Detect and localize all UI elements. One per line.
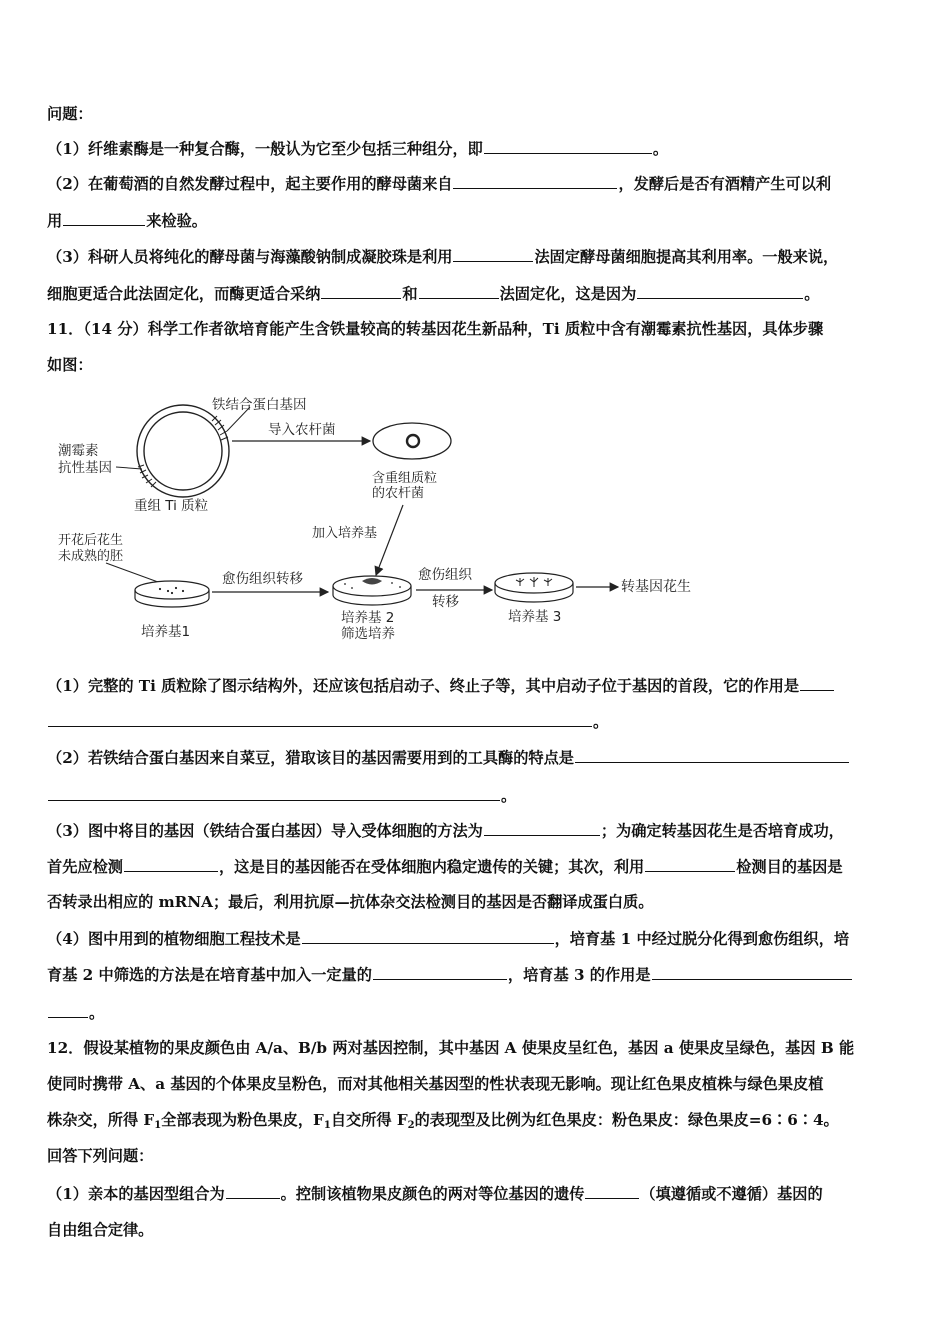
answer-blank[interactable] xyxy=(645,856,735,872)
answer-blank[interactable] xyxy=(637,283,803,299)
q11-p4-text-d: ，培育基 3 的作用是 xyxy=(507,966,651,984)
embryo-label-2: 未成熟的胚 xyxy=(58,549,124,564)
medium1-label: 培养基1 xyxy=(141,624,191,640)
q12-p1-text-a: （1）亲本的基因型组合为 xyxy=(47,1185,225,1203)
q10-p2-text-b: ，发酵后是否有酒精产生可以利 xyxy=(618,175,832,193)
agro-label-1: 含重组质粒 xyxy=(372,471,438,486)
answer-blank[interactable] xyxy=(63,210,145,226)
q11-p4-text-c: 育基 2 中筛选的方法是在培育基中加入一定量的 xyxy=(47,966,372,984)
q12-stem-a: 12．假设某植物的果皮颜色由 A/a、B/b 两对基因控制，其中基因 A 使果皮呈红色，基因 a 使果皮呈绿色，基因 B 能 xyxy=(47,1039,855,1057)
answer-blank[interactable] xyxy=(419,283,499,299)
q10-p1-end: 。 xyxy=(652,140,669,158)
answer-blank[interactable] xyxy=(800,675,834,691)
answer-blank[interactable] xyxy=(302,928,554,944)
resistance-label-2: 抗性基因 xyxy=(58,460,112,476)
q10-p3-text-b: 法固定酵母菌细胞提高其利用率。一般来说， xyxy=(534,248,839,266)
ti-plasmid xyxy=(137,405,229,497)
q11-part3-line1 xyxy=(47,820,844,841)
answer-blank[interactable] xyxy=(124,856,218,872)
callus-label-2a: 愈伤组织 xyxy=(418,567,472,583)
q10-part2-line2 xyxy=(47,210,207,231)
q10-heading xyxy=(47,104,93,124)
q12-stem-d: 回答下列问题： xyxy=(47,1147,154,1165)
q11-p3-text-e: 检测目的基因是 xyxy=(736,858,843,876)
q11-p4-text-b: ，培育基 1 中经过脱分化得到愈伤组织，培 xyxy=(554,930,850,948)
q12-stem-line1 xyxy=(47,1038,854,1058)
q10-heading-text: 问题： xyxy=(47,105,93,123)
q11-part2-line2 xyxy=(47,785,516,806)
petri-dish-1 xyxy=(135,581,209,607)
answer-blank[interactable] xyxy=(484,820,600,836)
q11-p3-text-b: ；为确定转基因花生是否培育成功， xyxy=(600,822,844,840)
q11-part4-line1 xyxy=(47,928,849,949)
q11-part2-line1 xyxy=(47,747,850,768)
answer-blank[interactable] xyxy=(575,747,849,763)
q12-part1-line1 xyxy=(47,1183,823,1204)
callus-label-2b: 转移 xyxy=(432,594,459,610)
q11-part3-line2 xyxy=(47,856,843,877)
q10-part3-line2 xyxy=(47,283,819,304)
q11-p1-end: 。 xyxy=(593,713,609,731)
q11-part4-line3 xyxy=(47,1002,104,1023)
embryo-pointer-line xyxy=(106,563,158,582)
q10-p2-text-c: 用 xyxy=(47,212,63,230)
q10-part3-line1 xyxy=(47,246,838,267)
q11-stem-b: 如图： xyxy=(47,356,93,374)
q11-p3-text-d: ，这是目的基因能否在受体细胞内稳定遗传的关键；其次，利用 xyxy=(218,858,645,876)
result-label: 转基因花生 xyxy=(621,579,691,595)
answer-blank[interactable] xyxy=(226,1183,280,1199)
q11-part1-line1 xyxy=(47,675,835,696)
q12-stem-c2: 全部表现为粉色果皮，F xyxy=(161,1111,324,1129)
q12-stem-line2 xyxy=(47,1074,823,1094)
q12-p1-text-b: 。控制该植物果皮颜色的两对等位基因的遗传 xyxy=(280,1185,585,1203)
q10-p3-text-e: 法固定化，这是因为 xyxy=(499,285,637,303)
q10-part1 xyxy=(47,138,668,159)
transgenic-peanut-diagram xyxy=(40,385,720,655)
medium3-label: 培养基 3 xyxy=(508,609,562,625)
add-medium-label: 加入培养基 xyxy=(312,526,378,541)
agro-label-2: 的农杆菌 xyxy=(372,486,425,501)
q11-stem-a: 11．（14 分）科学工作者欲培育能产生含铁量较高的转基因花生新品种，Ti 质粒中含有潮霉素抗性基因，具体步骤 xyxy=(47,320,824,338)
q11-p1-text: （1）完整的 Ti 质粒除了图示结构外，还应该包括启动子、终止子等，其中启动子位于基因的首段，它的作用是 xyxy=(47,677,800,695)
q10-p3-end: 。 xyxy=(804,285,820,303)
q12-stem-c1: 株杂交，所得 F xyxy=(47,1111,155,1129)
q11-p3-text-c: 首先应检测 xyxy=(47,858,123,876)
petri-dish-2 xyxy=(333,576,411,605)
q12-stem-b: 使同时携带 A、a 基因的个体果皮呈粉色，而对其他相关基因型的性状表现无影响。现让红色果皮植株与绿色果皮植 xyxy=(47,1075,824,1093)
answer-blank[interactable] xyxy=(48,785,500,801)
plasmid-label: 重组 Ti 质粒 xyxy=(134,498,209,514)
q11-p2-text: （2）若铁结合蛋白基因来自菜豆，猎取该目的基因需要用到的工具酶的特点是 xyxy=(47,749,574,767)
q11-part1-line2 xyxy=(47,711,608,732)
q12-stem-line4 xyxy=(47,1146,153,1166)
subscript-2: 2 xyxy=(407,1120,415,1131)
q11-p3-text-a: （3）图中将目的基因（铁结合蛋白基因）导入受体细胞的方法为 xyxy=(47,822,483,840)
q11-stem-line2 xyxy=(47,355,93,375)
embryo-label-1: 开花后花生 xyxy=(58,533,124,548)
answer-blank[interactable] xyxy=(48,1002,88,1018)
medium2-label-b: 筛选培养 xyxy=(341,626,395,642)
q12-p1-text-c: （填遵循或不遵循）基因的 xyxy=(640,1185,823,1203)
callus-transfer-label: 愈伤组织转移 xyxy=(222,571,303,587)
q10-p3-text-c: 细胞更适合此法固定化，而酶更适合采纳 xyxy=(47,285,321,303)
arrow1-label: 导入农杆菌 xyxy=(268,422,336,438)
arrow-add-medium xyxy=(376,505,403,575)
q10-p3-text-d: 和 xyxy=(402,285,418,303)
subscript-1: 1 xyxy=(323,1120,331,1131)
agrobacterium xyxy=(373,423,451,459)
petri-dish-3 xyxy=(495,573,573,602)
q11-part3-line3 xyxy=(47,892,653,912)
plasmid-gene-label: 铁结合蛋白基因 xyxy=(212,397,307,413)
q11-part4-line2 xyxy=(47,964,853,985)
q10-part2-line1 xyxy=(47,173,831,194)
q12-p1-text-d: 自由组合定律。 xyxy=(47,1221,154,1239)
answer-blank[interactable] xyxy=(453,246,533,262)
q11-p4-end: 。 xyxy=(89,1004,105,1022)
q12-part1-line2 xyxy=(47,1220,153,1240)
answer-blank[interactable] xyxy=(48,711,592,727)
q10-p3-text-a: （3）科研人员将纯化的酵母菌与海藻酸钠制成凝胶珠是利用 xyxy=(47,248,453,266)
answer-blank[interactable] xyxy=(585,1183,639,1199)
q12-stem-c3: 自交所得 F xyxy=(330,1111,408,1129)
q10-p2-text-a: （2）在葡萄酒的自然发酵过程中，起主要作用的酵母菌来自 xyxy=(47,175,453,193)
answer-blank[interactable] xyxy=(652,964,852,980)
q10-p2-text-d: 来检验。 xyxy=(146,212,207,230)
resistance-label-1: 潮霉素 xyxy=(58,443,99,459)
q12-stem-line3 xyxy=(47,1110,839,1136)
medium2-label-a: 培养基 2 xyxy=(341,610,395,626)
q10-p1-text: （1）纤维素酶是一种复合酶，一般认为它至少包括三种组分，即 xyxy=(47,140,483,158)
q11-p4-text-a: （4）图中用到的植物细胞工程技术是 xyxy=(47,930,301,948)
answer-blank[interactable] xyxy=(373,964,507,980)
subscript-1: 1 xyxy=(154,1120,162,1131)
q12-stem-c4: 的表现型及比例为红色果皮：粉色果皮：绿色果皮=6∶6∶4。 xyxy=(414,1111,839,1129)
q11-p3-text-f: 否转录出相应的 mRNA；最后，利用抗原—抗体杂交法检测目的基因是否翻译成蛋白质。 xyxy=(47,893,654,911)
answer-blank[interactable] xyxy=(453,173,617,189)
answer-blank[interactable] xyxy=(321,283,401,299)
answer-blank[interactable] xyxy=(484,138,652,154)
q11-stem-line1 xyxy=(47,319,823,339)
q11-p2-end: 。 xyxy=(501,787,517,805)
